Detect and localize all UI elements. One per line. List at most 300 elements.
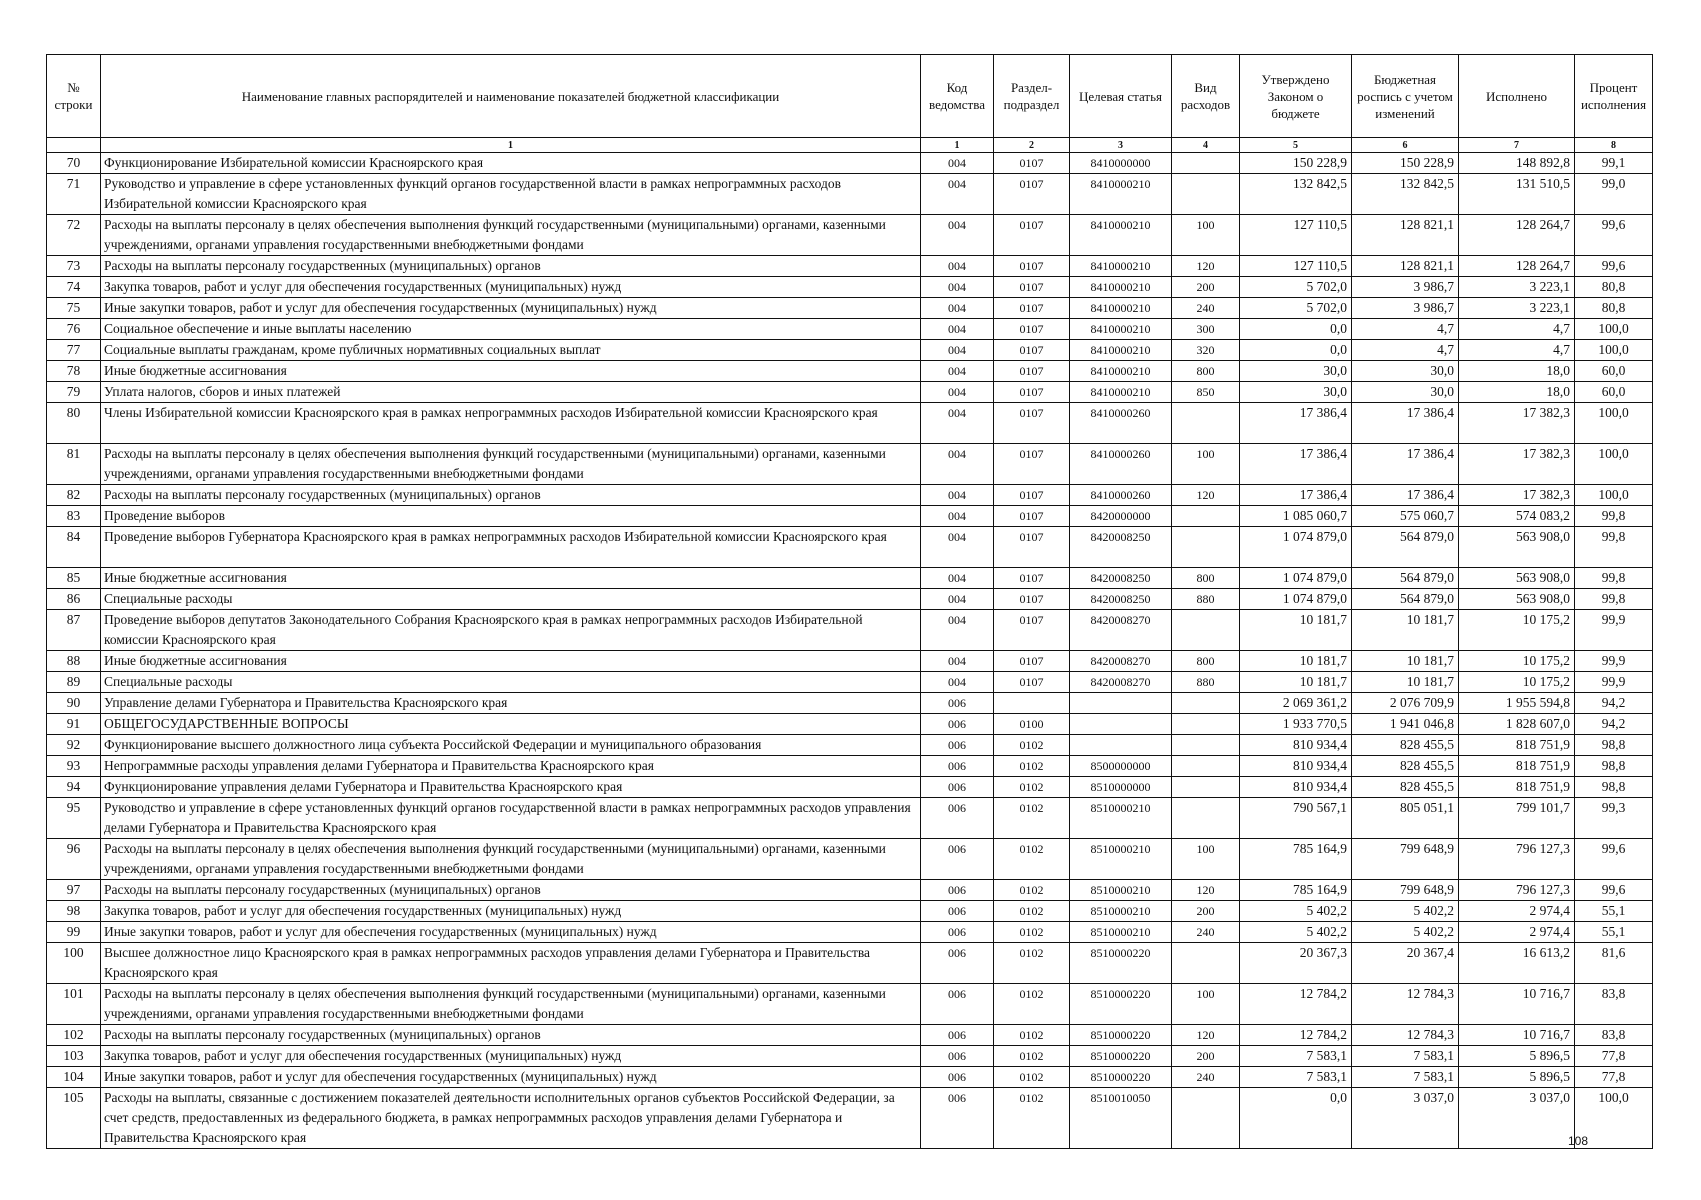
department-code: 004 bbox=[921, 444, 994, 485]
budget-list-amount: 805 051,1 bbox=[1352, 798, 1459, 839]
executed-amount: 18,0 bbox=[1459, 382, 1575, 403]
budget-list-amount: 3 986,7 bbox=[1352, 277, 1459, 298]
row-number: 99 bbox=[47, 922, 101, 943]
section-code: 0102 bbox=[994, 1067, 1070, 1088]
section-code: 0107 bbox=[994, 153, 1070, 174]
executed-amount: 148 892,8 bbox=[1459, 153, 1575, 174]
section-code: 0107 bbox=[994, 610, 1070, 651]
department-code: 006 bbox=[921, 693, 994, 714]
table-row bbox=[47, 1088, 1653, 1149]
column-number: 2 bbox=[994, 138, 1070, 153]
budget-list-amount: 564 879,0 bbox=[1352, 527, 1459, 568]
row-name: Руководство и управление в сфере установленных функций органов государственной власти в рамках непрограммных расходов управления делами Губернатора и Правительства Красноярского края bbox=[101, 798, 921, 839]
executed-amount: 563 908,0 bbox=[1459, 589, 1575, 610]
department-code: 004 bbox=[921, 215, 994, 256]
budget-list-amount: 17 386,4 bbox=[1352, 444, 1459, 485]
executed-amount: 3 223,1 bbox=[1459, 277, 1575, 298]
budget-list-amount: 7 583,1 bbox=[1352, 1067, 1459, 1088]
section-code: 0102 bbox=[994, 777, 1070, 798]
column-number: 6 bbox=[1352, 138, 1459, 153]
budget-list-amount: 575 060,7 bbox=[1352, 506, 1459, 527]
row-number: 100 bbox=[47, 943, 101, 984]
row-name: Социальное обеспечение и иные выплаты населению bbox=[101, 319, 921, 340]
target-article: 8420008270 bbox=[1070, 672, 1172, 693]
section-code: 0107 bbox=[994, 485, 1070, 506]
row-number: 95 bbox=[47, 798, 101, 839]
target-article: 8410000210 bbox=[1070, 340, 1172, 361]
execution-percent: 99,8 bbox=[1575, 527, 1653, 568]
row-name: Расходы на выплаты персоналу в целях обеспечения выполнения функций государственными (муниципальными) органами, казенными учреждениями, органами управления государственными внебюджетными фондами bbox=[101, 984, 921, 1025]
row-name: Расходы на выплаты персоналу государственных (муниципальных) органов bbox=[101, 880, 921, 901]
budget-list-amount: 150 228,9 bbox=[1352, 153, 1459, 174]
department-code: 004 bbox=[921, 319, 994, 340]
department-code: 006 bbox=[921, 839, 994, 880]
table-row bbox=[47, 527, 1653, 568]
row-name: Иные бюджетные ассигнования bbox=[101, 651, 921, 672]
approved-amount: 132 842,5 bbox=[1240, 174, 1352, 215]
expense-type: 240 bbox=[1172, 1067, 1240, 1088]
execution-percent: 99,0 bbox=[1575, 174, 1653, 215]
expense-type bbox=[1172, 1088, 1240, 1149]
approved-amount: 1 074 879,0 bbox=[1240, 568, 1352, 589]
row-number: 76 bbox=[47, 319, 101, 340]
executed-amount: 818 751,9 bbox=[1459, 756, 1575, 777]
expense-type bbox=[1172, 403, 1240, 444]
execution-percent: 100,0 bbox=[1575, 444, 1653, 485]
department-code: 006 bbox=[921, 1067, 994, 1088]
table-row bbox=[47, 568, 1653, 589]
execution-percent: 99,6 bbox=[1575, 215, 1653, 256]
row-number: 87 bbox=[47, 610, 101, 651]
target-article: 8510000220 bbox=[1070, 943, 1172, 984]
row-name: Функционирование высшего должностного лица субъекта Российской Федерации и муниципального образования bbox=[101, 735, 921, 756]
executed-amount: 5 896,5 bbox=[1459, 1067, 1575, 1088]
section-code: 0107 bbox=[994, 568, 1070, 589]
row-number: 102 bbox=[47, 1025, 101, 1046]
execution-percent: 100,0 bbox=[1575, 340, 1653, 361]
table-row bbox=[47, 693, 1653, 714]
target-article: 8410000260 bbox=[1070, 444, 1172, 485]
target-article: 8420000000 bbox=[1070, 506, 1172, 527]
expense-type: 800 bbox=[1172, 568, 1240, 589]
executed-amount: 4,7 bbox=[1459, 319, 1575, 340]
row-name: Иные бюджетные ассигнования bbox=[101, 361, 921, 382]
row-number: 94 bbox=[47, 777, 101, 798]
executed-amount: 3 223,1 bbox=[1459, 298, 1575, 319]
approved-amount: 20 367,3 bbox=[1240, 943, 1352, 984]
executed-amount: 796 127,3 bbox=[1459, 839, 1575, 880]
execution-percent: 77,8 bbox=[1575, 1046, 1653, 1067]
department-code: 006 bbox=[921, 1088, 994, 1149]
target-article: 8420008250 bbox=[1070, 527, 1172, 568]
approved-amount: 17 386,4 bbox=[1240, 403, 1352, 444]
table-row bbox=[47, 798, 1653, 839]
approved-amount: 810 934,4 bbox=[1240, 735, 1352, 756]
row-number: 93 bbox=[47, 756, 101, 777]
approved-amount: 5 402,2 bbox=[1240, 922, 1352, 943]
budget-list-amount: 30,0 bbox=[1352, 361, 1459, 382]
executed-amount: 818 751,9 bbox=[1459, 777, 1575, 798]
executed-amount: 5 896,5 bbox=[1459, 1046, 1575, 1067]
row-name: Проведение выборов Губернатора Красноярского края в рамках непрограммных расходов Избирательной комиссии Красноярского края bbox=[101, 527, 921, 568]
header-row-number: № строки bbox=[47, 55, 101, 138]
expense-type bbox=[1172, 527, 1240, 568]
executed-amount: 17 382,3 bbox=[1459, 403, 1575, 444]
execution-percent: 99,8 bbox=[1575, 506, 1653, 527]
column-number: 1 bbox=[101, 138, 921, 153]
budget-list-amount: 10 181,7 bbox=[1352, 651, 1459, 672]
expense-type bbox=[1172, 153, 1240, 174]
department-code: 004 bbox=[921, 382, 994, 403]
section-code: 0102 bbox=[994, 798, 1070, 839]
department-code: 004 bbox=[921, 651, 994, 672]
row-number: 79 bbox=[47, 382, 101, 403]
department-code: 004 bbox=[921, 527, 994, 568]
table-row bbox=[47, 298, 1653, 319]
budget-list-amount: 4,7 bbox=[1352, 340, 1459, 361]
execution-percent: 99,6 bbox=[1575, 880, 1653, 901]
department-code: 006 bbox=[921, 1046, 994, 1067]
department-code: 006 bbox=[921, 777, 994, 798]
row-number: 74 bbox=[47, 277, 101, 298]
row-number: 70 bbox=[47, 153, 101, 174]
department-code: 006 bbox=[921, 1025, 994, 1046]
target-article: 8410000210 bbox=[1070, 382, 1172, 403]
table-row bbox=[47, 382, 1653, 403]
header-department-code: Код ведомства bbox=[921, 55, 994, 138]
execution-percent: 100,0 bbox=[1575, 403, 1653, 444]
header-approved: Утверждено Законом о бюджете bbox=[1240, 55, 1352, 138]
execution-percent: 99,9 bbox=[1575, 672, 1653, 693]
table-row bbox=[47, 361, 1653, 382]
row-name: Расходы на выплаты персоналу в целях обеспечения выполнения функций государственными (муниципальными) органами, казенными учреждениями, органами управления государственными внебюджетными фондами bbox=[101, 215, 921, 256]
execution-percent: 99,8 bbox=[1575, 589, 1653, 610]
execution-percent: 98,8 bbox=[1575, 756, 1653, 777]
section-code: 0107 bbox=[994, 672, 1070, 693]
execution-percent: 98,8 bbox=[1575, 735, 1653, 756]
approved-amount: 10 181,7 bbox=[1240, 651, 1352, 672]
department-code: 004 bbox=[921, 174, 994, 215]
section-code: 0102 bbox=[994, 984, 1070, 1025]
executed-amount: 563 908,0 bbox=[1459, 527, 1575, 568]
row-number: 104 bbox=[47, 1067, 101, 1088]
approved-amount: 1 085 060,7 bbox=[1240, 506, 1352, 527]
expense-type bbox=[1172, 798, 1240, 839]
table-body bbox=[47, 153, 1653, 1149]
section-code: 0102 bbox=[994, 1046, 1070, 1067]
department-code: 006 bbox=[921, 756, 994, 777]
table-row bbox=[47, 319, 1653, 340]
executed-amount: 10 716,7 bbox=[1459, 984, 1575, 1025]
expense-type: 100 bbox=[1172, 444, 1240, 485]
execution-percent: 100,0 bbox=[1575, 1088, 1653, 1149]
budget-list-amount: 828 455,5 bbox=[1352, 735, 1459, 756]
execution-percent: 94,2 bbox=[1575, 714, 1653, 735]
section-code: 0102 bbox=[994, 839, 1070, 880]
row-number: 82 bbox=[47, 485, 101, 506]
row-name: ОБЩЕГОСУДАРСТВЕННЫЕ ВОПРОСЫ bbox=[101, 714, 921, 735]
execution-percent: 99,8 bbox=[1575, 568, 1653, 589]
row-number: 92 bbox=[47, 735, 101, 756]
section-code: 0107 bbox=[994, 361, 1070, 382]
expense-type bbox=[1172, 735, 1240, 756]
executed-amount: 17 382,3 bbox=[1459, 444, 1575, 485]
section-code: 0107 bbox=[994, 506, 1070, 527]
budget-list-amount: 1 941 046,8 bbox=[1352, 714, 1459, 735]
row-name: Расходы на выплаты персоналу в целях обеспечения выполнения функций государственными (муниципальными) органами, казенными учреждениями, органами управления государственными внебюджетными фондами bbox=[101, 839, 921, 880]
budget-list-amount: 3 986,7 bbox=[1352, 298, 1459, 319]
expense-type: 800 bbox=[1172, 361, 1240, 382]
department-code: 004 bbox=[921, 589, 994, 610]
target-article: 8510000210 bbox=[1070, 901, 1172, 922]
section-code: 0102 bbox=[994, 735, 1070, 756]
execution-percent: 80,8 bbox=[1575, 277, 1653, 298]
department-code: 006 bbox=[921, 714, 994, 735]
department-code: 004 bbox=[921, 610, 994, 651]
department-code: 004 bbox=[921, 277, 994, 298]
execution-percent: 55,1 bbox=[1575, 901, 1653, 922]
execution-percent: 80,8 bbox=[1575, 298, 1653, 319]
expense-type: 100 bbox=[1172, 215, 1240, 256]
department-code: 006 bbox=[921, 984, 994, 1025]
target-article: 8510000220 bbox=[1070, 984, 1172, 1025]
expense-type: 120 bbox=[1172, 1025, 1240, 1046]
execution-percent: 83,8 bbox=[1575, 984, 1653, 1025]
approved-amount: 10 181,7 bbox=[1240, 672, 1352, 693]
budget-list-amount: 12 784,3 bbox=[1352, 984, 1459, 1025]
approved-amount: 5 402,2 bbox=[1240, 901, 1352, 922]
department-code: 004 bbox=[921, 485, 994, 506]
target-article: 8510000000 bbox=[1070, 777, 1172, 798]
row-number: 80 bbox=[47, 403, 101, 444]
row-number: 81 bbox=[47, 444, 101, 485]
table-row bbox=[47, 756, 1653, 777]
approved-amount: 785 164,9 bbox=[1240, 839, 1352, 880]
execution-percent: 100,0 bbox=[1575, 319, 1653, 340]
approved-amount: 0,0 bbox=[1240, 319, 1352, 340]
column-number: 7 bbox=[1459, 138, 1575, 153]
budget-list-amount: 20 367,4 bbox=[1352, 943, 1459, 984]
row-name: Расходы на выплаты персоналу государственных (муниципальных) органов bbox=[101, 485, 921, 506]
budget-list-amount: 128 821,1 bbox=[1352, 256, 1459, 277]
budget-list-amount: 12 784,3 bbox=[1352, 1025, 1459, 1046]
row-name: Расходы на выплаты персоналу государственных (муниципальных) органов bbox=[101, 256, 921, 277]
row-number: 72 bbox=[47, 215, 101, 256]
row-name: Специальные расходы bbox=[101, 589, 921, 610]
target-article bbox=[1070, 693, 1172, 714]
target-article: 8410000210 bbox=[1070, 319, 1172, 340]
header-target-article: Целевая статья bbox=[1070, 55, 1172, 138]
approved-amount: 0,0 bbox=[1240, 1088, 1352, 1149]
department-code: 006 bbox=[921, 880, 994, 901]
table-row bbox=[47, 340, 1653, 361]
budget-list-amount: 2 076 709,9 bbox=[1352, 693, 1459, 714]
section-code: 0107 bbox=[994, 589, 1070, 610]
expense-type: 240 bbox=[1172, 298, 1240, 319]
row-number: 73 bbox=[47, 256, 101, 277]
row-name: Функционирование Избирательной комиссии Красноярского края bbox=[101, 153, 921, 174]
expense-type bbox=[1172, 506, 1240, 527]
approved-amount: 7 583,1 bbox=[1240, 1067, 1352, 1088]
table-row bbox=[47, 444, 1653, 485]
expense-type: 120 bbox=[1172, 485, 1240, 506]
execution-percent: 98,8 bbox=[1575, 777, 1653, 798]
section-code: 0107 bbox=[994, 319, 1070, 340]
target-article: 8510000210 bbox=[1070, 798, 1172, 839]
row-name: Расходы на выплаты, связанные с достижением показателей деятельности исполнительных органов субъектов Российской Федерации, за счет средств, предоставленных из федерального бюджета, в рамках непрограммных расходов управления делами Губернатора и Правительства Красноярского края bbox=[101, 1088, 921, 1149]
executed-amount: 4,7 bbox=[1459, 340, 1575, 361]
target-article bbox=[1070, 735, 1172, 756]
target-article: 8510000210 bbox=[1070, 922, 1172, 943]
approved-amount: 785 164,9 bbox=[1240, 880, 1352, 901]
target-article: 8510000210 bbox=[1070, 839, 1172, 880]
table-row bbox=[47, 735, 1653, 756]
table-row bbox=[47, 984, 1653, 1025]
table-row bbox=[47, 880, 1653, 901]
expense-type: 200 bbox=[1172, 277, 1240, 298]
executed-amount: 128 264,7 bbox=[1459, 215, 1575, 256]
budget-list-amount: 10 181,7 bbox=[1352, 672, 1459, 693]
budget-list-amount: 5 402,2 bbox=[1352, 901, 1459, 922]
executed-amount: 796 127,3 bbox=[1459, 880, 1575, 901]
table-row bbox=[47, 277, 1653, 298]
department-code: 006 bbox=[921, 943, 994, 984]
section-code: 0107 bbox=[994, 256, 1070, 277]
row-name: Иные закупки товаров, работ и услуг для обеспечения государственных (муниципальных) нужд bbox=[101, 298, 921, 319]
executed-amount: 3 037,0 bbox=[1459, 1088, 1575, 1149]
executed-amount: 10 175,2 bbox=[1459, 610, 1575, 651]
section-code: 0107 bbox=[994, 277, 1070, 298]
header-name: Наименование главных распорядителей и наименование показателей бюджетной классификации bbox=[101, 55, 921, 138]
row-number: 91 bbox=[47, 714, 101, 735]
row-name: Непрограммные расходы управления делами Губернатора и Правительства Красноярского края bbox=[101, 756, 921, 777]
expense-type bbox=[1172, 174, 1240, 215]
budget-list-amount: 564 879,0 bbox=[1352, 568, 1459, 589]
budget-list-amount: 3 037,0 bbox=[1352, 1088, 1459, 1149]
executed-amount: 818 751,9 bbox=[1459, 735, 1575, 756]
department-code: 004 bbox=[921, 403, 994, 444]
section-code: 0107 bbox=[994, 298, 1070, 319]
expense-type bbox=[1172, 756, 1240, 777]
row-name: Расходы на выплаты персоналу в целях обеспечения выполнения функций государственными (муниципальными) органами, казенными учреждениями, органами управления государственными внебюджетными фондами bbox=[101, 444, 921, 485]
row-number: 97 bbox=[47, 880, 101, 901]
row-name: Закупка товаров, работ и услуг для обеспечения государственных (муниципальных) нужд bbox=[101, 1046, 921, 1067]
budget-list-amount: 799 648,9 bbox=[1352, 839, 1459, 880]
executed-amount: 2 974,4 bbox=[1459, 922, 1575, 943]
budget-list-amount: 30,0 bbox=[1352, 382, 1459, 403]
execution-percent: 83,8 bbox=[1575, 1025, 1653, 1046]
department-code: 004 bbox=[921, 568, 994, 589]
table-row bbox=[47, 215, 1653, 256]
row-name: Члены Избирательной комиссии Красноярского края в рамках непрограммных расходов Избирательной комиссии Красноярского края bbox=[101, 403, 921, 444]
table-row bbox=[47, 256, 1653, 277]
approved-amount: 150 228,9 bbox=[1240, 153, 1352, 174]
execution-percent: 81,6 bbox=[1575, 943, 1653, 984]
approved-amount: 17 386,4 bbox=[1240, 485, 1352, 506]
expense-type: 800 bbox=[1172, 651, 1240, 672]
execution-percent: 99,9 bbox=[1575, 651, 1653, 672]
section-code: 0107 bbox=[994, 215, 1070, 256]
executed-amount: 574 083,2 bbox=[1459, 506, 1575, 527]
execution-percent: 99,1 bbox=[1575, 153, 1653, 174]
table-row bbox=[47, 485, 1653, 506]
row-number: 105 bbox=[47, 1088, 101, 1149]
table-row bbox=[47, 506, 1653, 527]
budget-list-amount: 828 455,5 bbox=[1352, 756, 1459, 777]
page-number: 108 bbox=[1568, 1134, 1589, 1148]
section-code: 0107 bbox=[994, 527, 1070, 568]
expense-type: 120 bbox=[1172, 880, 1240, 901]
table-row bbox=[47, 174, 1653, 215]
section-code: 0102 bbox=[994, 922, 1070, 943]
header-budget-list: Бюджетная роспись с учетом изменений bbox=[1352, 55, 1459, 138]
execution-percent: 99,9 bbox=[1575, 610, 1653, 651]
department-code: 004 bbox=[921, 340, 994, 361]
approved-amount: 17 386,4 bbox=[1240, 444, 1352, 485]
execution-percent: 100,0 bbox=[1575, 485, 1653, 506]
executed-amount: 16 613,2 bbox=[1459, 943, 1575, 984]
approved-amount: 0,0 bbox=[1240, 340, 1352, 361]
executed-amount: 10 716,7 bbox=[1459, 1025, 1575, 1046]
target-article: 8500000000 bbox=[1070, 756, 1172, 777]
section-code: 0107 bbox=[994, 651, 1070, 672]
table-row bbox=[47, 1025, 1653, 1046]
approved-amount: 10 181,7 bbox=[1240, 610, 1352, 651]
row-name: Функционирование управления делами Губернатора и Правительства Красноярского края bbox=[101, 777, 921, 798]
expense-type bbox=[1172, 610, 1240, 651]
table-row bbox=[47, 922, 1653, 943]
budget-list-amount: 799 648,9 bbox=[1352, 880, 1459, 901]
column-number: 5 bbox=[1240, 138, 1352, 153]
target-article: 8410000210 bbox=[1070, 215, 1172, 256]
budget-list-amount: 4,7 bbox=[1352, 319, 1459, 340]
table-row bbox=[47, 589, 1653, 610]
department-code: 006 bbox=[921, 798, 994, 839]
budget-list-amount: 17 386,4 bbox=[1352, 403, 1459, 444]
approved-amount: 1 933 770,5 bbox=[1240, 714, 1352, 735]
section-code: 0102 bbox=[994, 901, 1070, 922]
column-number: 8 bbox=[1575, 138, 1653, 153]
expense-type: 850 bbox=[1172, 382, 1240, 403]
section-code: 0107 bbox=[994, 382, 1070, 403]
header-executed: Исполнено bbox=[1459, 55, 1575, 138]
expense-type: 100 bbox=[1172, 839, 1240, 880]
row-number: 84 bbox=[47, 527, 101, 568]
section-code: 0102 bbox=[994, 756, 1070, 777]
approved-amount: 127 110,5 bbox=[1240, 215, 1352, 256]
department-code: 004 bbox=[921, 153, 994, 174]
approved-amount: 1 074 879,0 bbox=[1240, 589, 1352, 610]
row-name: Закупка товаров, работ и услуг для обеспечения государственных (муниципальных) нужд bbox=[101, 277, 921, 298]
section-code bbox=[994, 693, 1070, 714]
table-row bbox=[47, 943, 1653, 984]
department-code: 006 bbox=[921, 901, 994, 922]
column-number bbox=[47, 138, 101, 153]
approved-amount: 5 702,0 bbox=[1240, 298, 1352, 319]
target-article: 8510010050 bbox=[1070, 1088, 1172, 1149]
budget-list-amount: 128 821,1 bbox=[1352, 215, 1459, 256]
table-row bbox=[47, 901, 1653, 922]
row-name: Иные бюджетные ассигнования bbox=[101, 568, 921, 589]
section-code: 0107 bbox=[994, 444, 1070, 485]
target-article: 8410000260 bbox=[1070, 485, 1172, 506]
expense-type: 240 bbox=[1172, 922, 1240, 943]
execution-percent: 60,0 bbox=[1575, 361, 1653, 382]
approved-amount: 1 074 879,0 bbox=[1240, 527, 1352, 568]
executed-amount: 18,0 bbox=[1459, 361, 1575, 382]
table-row bbox=[47, 714, 1653, 735]
target-article: 8410000210 bbox=[1070, 256, 1172, 277]
